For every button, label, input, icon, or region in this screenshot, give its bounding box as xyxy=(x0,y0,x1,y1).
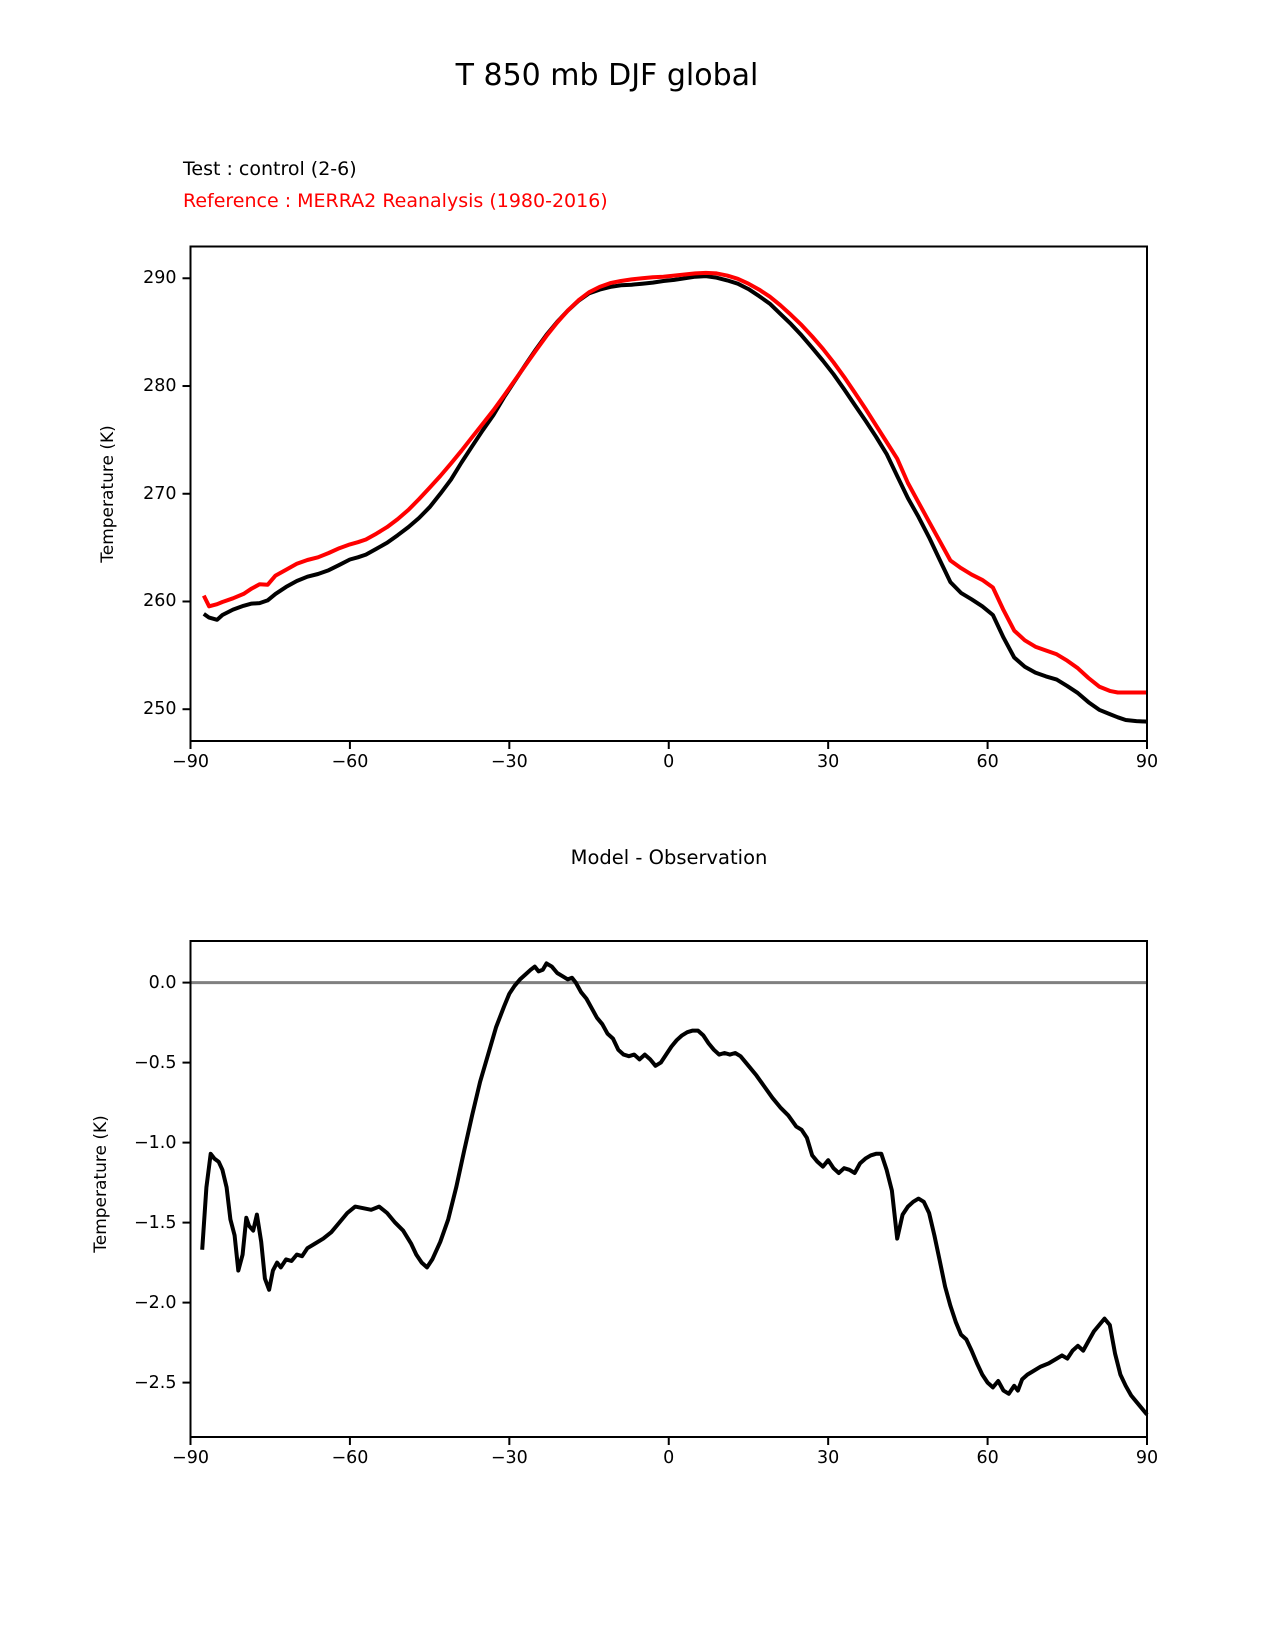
y-tick-label: 280 xyxy=(143,376,177,397)
y-tick-label: −1.0 xyxy=(134,1132,177,1153)
x-tick-label: 60 xyxy=(976,1448,999,1468)
x-tick-label: 90 xyxy=(1135,1448,1159,1468)
bottom-plot xyxy=(183,941,1148,1445)
series-model-observation-curve xyxy=(202,963,1147,1414)
x-tick-label: −30 xyxy=(490,1448,528,1468)
y-tick-label: −1.5 xyxy=(134,1212,177,1233)
top-y-axis-label: Temperature (K) xyxy=(98,425,118,563)
axes-spines xyxy=(191,941,1148,1437)
x-tick-label: −90 xyxy=(172,1448,209,1468)
x-tick-label: 0 xyxy=(663,1448,675,1468)
series-test-control-2-6-curve xyxy=(204,276,1147,721)
x-tick-label: −30 xyxy=(490,752,528,772)
bottom-y-axis-label: Temperature (K) xyxy=(91,1115,111,1253)
y-tick-label: 250 xyxy=(143,699,177,720)
axes-spines xyxy=(191,247,1148,742)
series-reference-merra2-reanalysis-1980-2016-curve xyxy=(204,273,1147,693)
x-tick-label: 0 xyxy=(663,752,675,772)
y-tick-label: −0.5 xyxy=(134,1052,177,1073)
y-tick-label: 270 xyxy=(143,483,177,504)
y-tick-label: −2.5 xyxy=(134,1372,177,1393)
y-tick-label: 0.0 xyxy=(148,972,177,993)
x-tick-label: 30 xyxy=(817,1448,840,1468)
legend-test-label: Test : control (2-6) xyxy=(183,158,357,180)
y-tick-label: −2.0 xyxy=(134,1292,177,1313)
x-tick-label: −60 xyxy=(331,1448,369,1468)
top-plot xyxy=(183,247,1148,750)
x-tick-label: 30 xyxy=(817,752,840,772)
bottom-plot-title: Model - Observation xyxy=(570,846,768,869)
y-tick-label: 290 xyxy=(143,268,177,289)
x-tick-label: −90 xyxy=(172,752,209,772)
legend-reference-label: Reference : MERRA2 Reanalysis (1980-2016) xyxy=(183,190,608,212)
figure-title: T 850 mb DJF global xyxy=(455,58,759,93)
x-tick-label: 90 xyxy=(1135,752,1159,772)
x-tick-label: −60 xyxy=(331,752,369,772)
x-tick-label: 60 xyxy=(976,752,999,772)
y-tick-label: 260 xyxy=(143,591,177,612)
